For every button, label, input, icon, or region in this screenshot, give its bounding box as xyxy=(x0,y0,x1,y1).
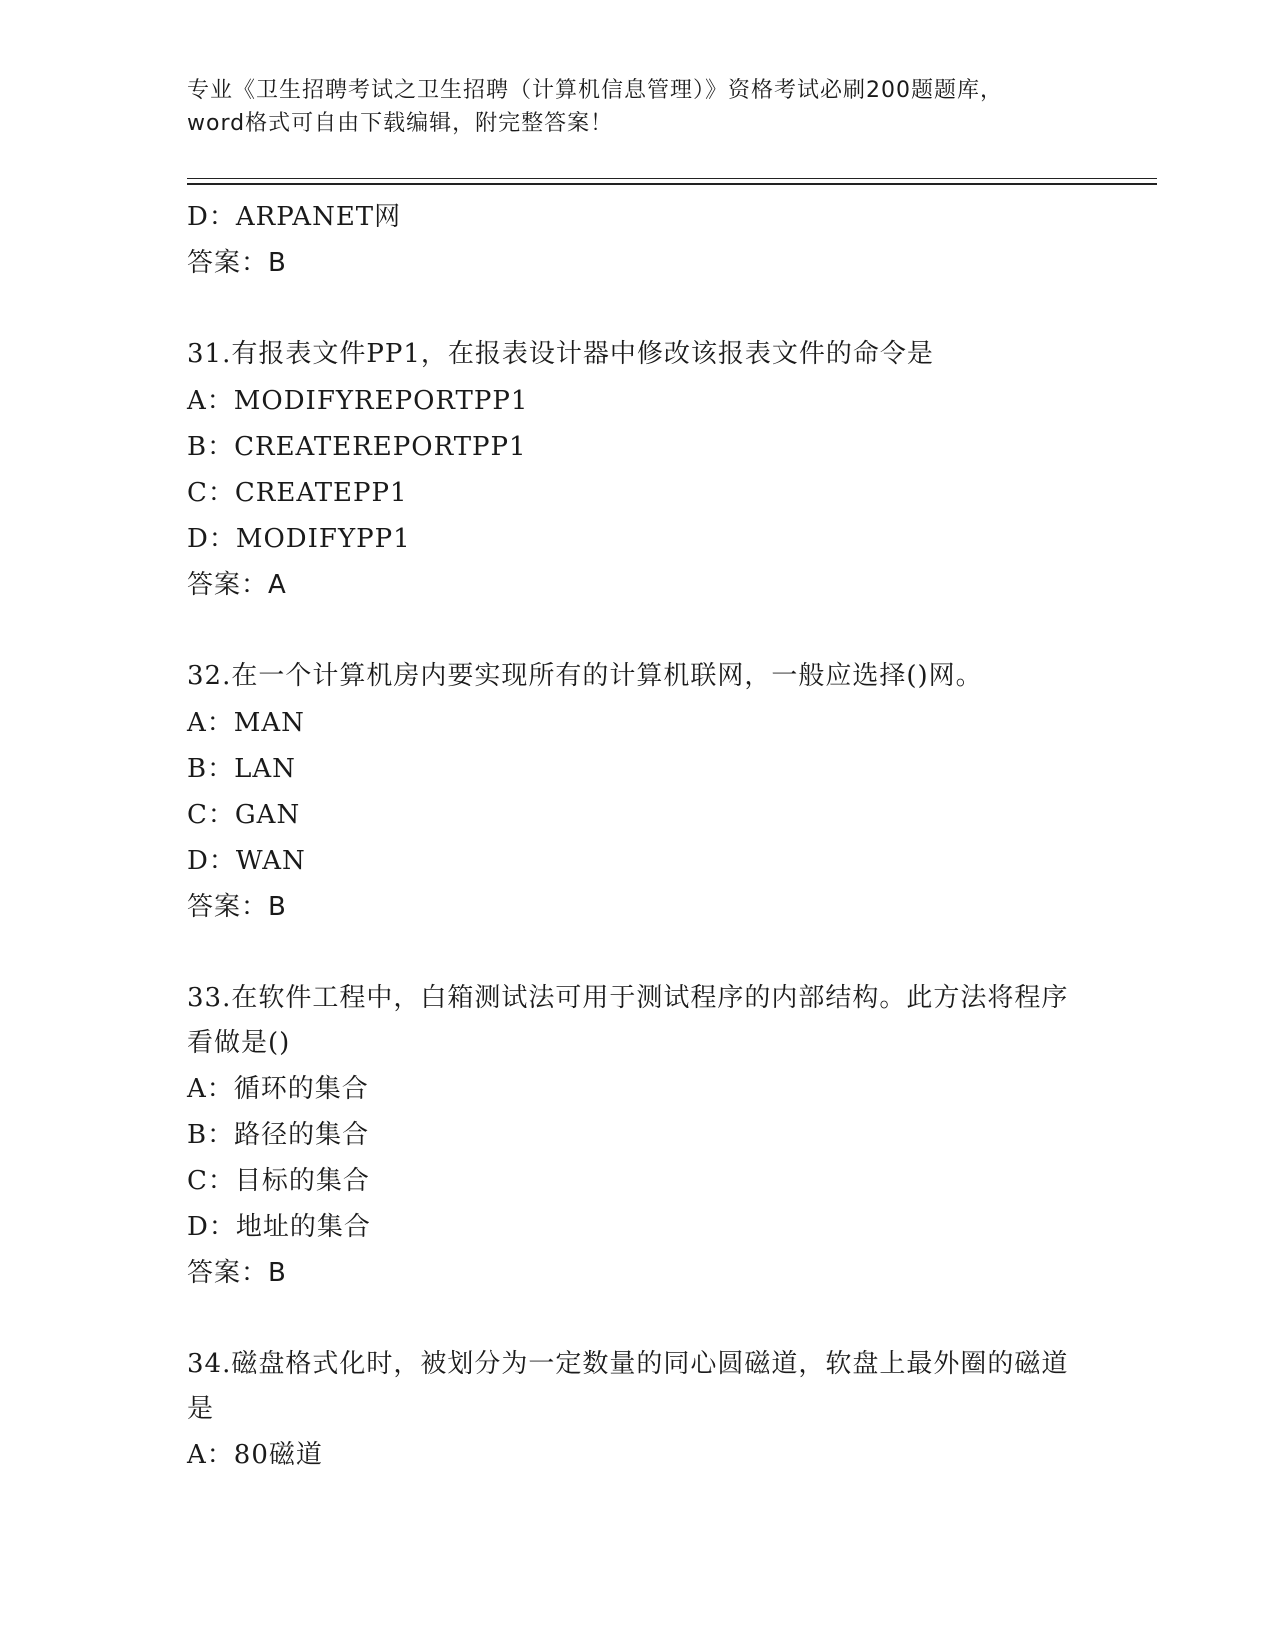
question-32 xyxy=(187,654,1087,930)
option-d: D：WAN xyxy=(187,846,306,876)
answer: 答案：A xyxy=(187,570,287,600)
spacer xyxy=(187,1296,1087,1342)
option-d: D：地址的集合 xyxy=(187,1212,371,1242)
option-a: A：循环的集合 xyxy=(187,1074,369,1104)
option-b: B：LAN xyxy=(187,754,296,784)
question-list xyxy=(187,194,1087,1478)
option-c: C：GAN xyxy=(187,800,301,830)
answer: 答案：B xyxy=(187,1258,287,1288)
question-34 xyxy=(187,1342,1087,1478)
document-header xyxy=(187,74,1087,140)
answer: 答案：B xyxy=(187,892,287,922)
option-a: A：80磁道 xyxy=(187,1440,323,1470)
question-text: 33.在软件工程中，白箱测试法可用于测试程序的内部结构。此方法将程序看做是() xyxy=(187,983,1069,1058)
header-line-2: word格式可自由下载编辑，附完整答案！ xyxy=(187,111,614,136)
header-rule-thin xyxy=(187,178,1157,179)
spacer xyxy=(187,608,1087,654)
option-c: C：CREATEPP1 xyxy=(187,478,408,508)
option-a: A：MODIFYREPORTPP1 xyxy=(187,386,529,416)
question-text: 31.有报表文件PP1，在报表设计器中修改该报表文件的命令是 xyxy=(187,339,934,369)
option-a: A：MAN xyxy=(187,708,305,738)
header-line-1: 专业《卫生招聘考试之卫生招聘（计算机信息管理）》资格考试必刷200题题库， xyxy=(187,78,1003,103)
option-c: C：目标的集合 xyxy=(187,1166,370,1196)
question-text: 32.在一个计算机房内要实现所有的计算机联网，一般应选择()网。 xyxy=(187,661,983,691)
prev-option-d: D：ARPANET网 xyxy=(187,202,402,232)
spacer xyxy=(187,930,1087,976)
header-rule-thick xyxy=(187,183,1157,185)
option-b: B：路径的集合 xyxy=(187,1120,370,1150)
option-b: B：CREATEREPORTPP1 xyxy=(187,432,527,462)
question-text: 34.磁盘格式化时，被划分为一定数量的同心圆磁道，软盘上最外圈的磁道是 xyxy=(187,1349,1069,1424)
option-d: D：MODIFYPP1 xyxy=(187,524,411,554)
prev-answer: 答案：B xyxy=(187,248,287,278)
question-31 xyxy=(187,332,1087,608)
spacer xyxy=(187,286,1087,332)
question-33 xyxy=(187,976,1087,1296)
